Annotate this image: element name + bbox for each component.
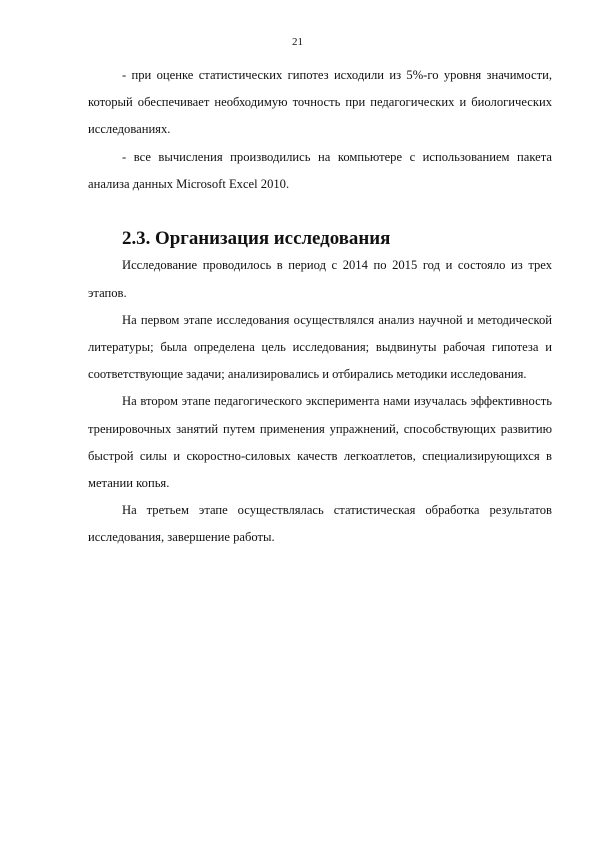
document-body (88, 62, 552, 552)
list-item-computing: - все вычисления производились на компьютере с использованием пакета анализа данных Microsoft Excel 2010. (88, 149, 552, 191)
paragraph-stage-two: На втором этапе педагогического эксперимента нами изучалась эффективность тренировочных занятий путем применения упражнений, способствующих развитию быстрой силы и скоростно-силовых качеств легкоатлетов, специализирующихся в метании копья. (88, 394, 552, 491)
paragraph-stage-three: На третьем этапе осуществлялась статистическая обработка результатов исследования, завершение работы. (88, 503, 552, 545)
section-heading: 2.3. Организация исследования (122, 228, 391, 250)
list-item-significance: - при оценке статистических гипотез исходили из 5%-го уровня значимости, который обеспечивает необходимую точность при педагогических и биологических исследованиях. (88, 68, 552, 137)
paragraph-period: Исследование проводилось в период с 2014 по 2015 год и состояло из трех этапов. (88, 258, 552, 300)
page-number: 21 (292, 36, 303, 48)
paragraph-stage-one: На первом этапе исследования осуществлялся анализ научной и методической литературы; была определена цель исследования; выдвинуты рабочая гипотеза и соответствующие задачи; анализировались и отбирались методики исследования. (88, 312, 552, 382)
